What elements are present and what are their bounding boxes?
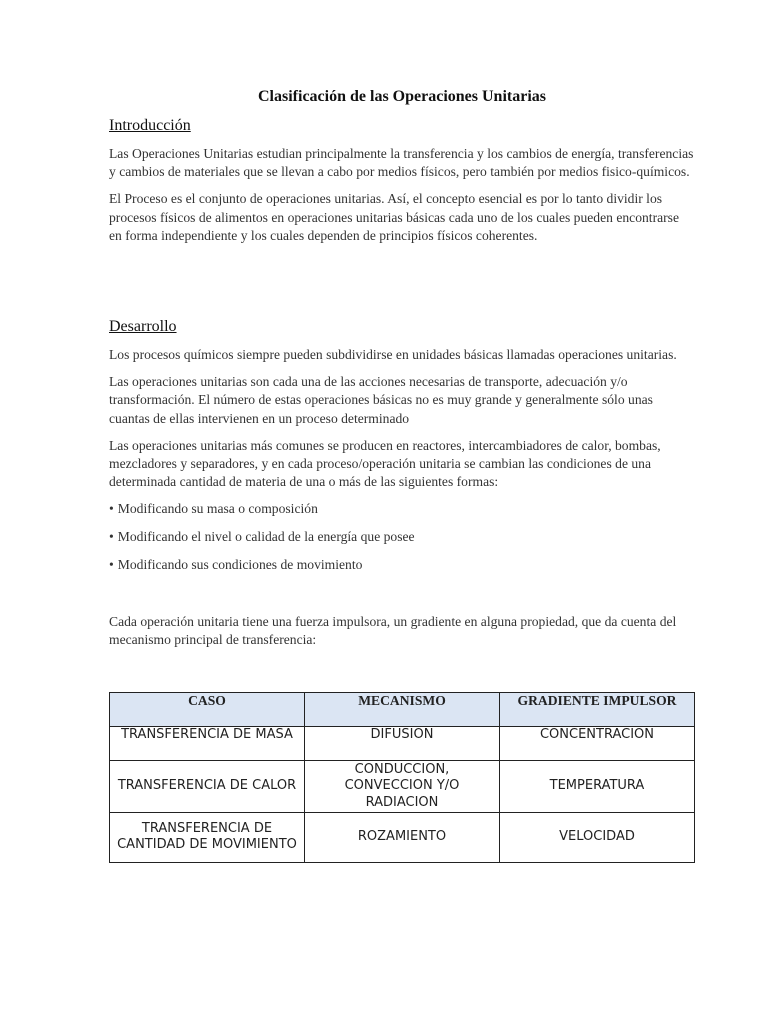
table-cell: ROZAMIENTO: [305, 812, 500, 862]
section-spacer: [109, 254, 695, 316]
table-cell: TRANSFERENCIA DE MASA: [110, 726, 305, 760]
bullet-icon: •: [109, 556, 114, 572]
list-item-text: Modificando el nivel o calidad de la energía que posee: [117, 529, 415, 545]
section-spacer: [109, 658, 695, 692]
intro-paragraph: El Proceso es el conjunto de operaciones unitarias. Así, el concepto esencial es por lo tanto dividir los procesos físicos de alimentos en operaciones unitarias básicas cada uno de los cuales pueden encontrarse en forma independiente y los cuales dependen de principios físicos coherentes.: [109, 191, 679, 243]
column-header-mecanismo: MECANISMO: [305, 692, 500, 726]
desarrollo-paragraph: Las operaciones unitarias más comunes se producen en reactores, intercambiadores de calor, bombas, mezcladores y separadores, y en cada proceso/operación unitaria se cambian las condiciones de una determinada cantidad de materia de una o más de las siguientes formas:: [109, 437, 661, 490]
table-row: [110, 812, 695, 862]
desarrollo-paragraph: Las operaciones unitarias son cada una de las acciones necesarias de transporte, adecuación y/o transformación. El número de estas operaciones básicas no es muy grande y generalmente sólo unas cuantas de ellas intervienen en un proceso determinado: [109, 374, 653, 426]
bullet-icon: •: [109, 529, 114, 545]
table-cell: DIFUSION: [305, 726, 500, 760]
desarrollo-heading: Desarrollo: [109, 318, 177, 336]
section-spacer: [109, 584, 695, 613]
table-cell: TRANSFERENCIA DE CANTIDAD DE MOVIMIENTO: [110, 812, 305, 862]
document-page: [109, 86, 695, 863]
list-item: [109, 528, 695, 546]
list-item: [109, 500, 695, 518]
mechanism-table: [109, 692, 695, 863]
table-cell: VELOCIDAD: [500, 812, 695, 862]
intro-paragraph: Las Operaciones Unitarias estudian principalmente la transferencia y los cambios de energía, transferencias y cambios de materiales que se llevan a cabo por medios físicos, pero también por medios fisico-químicos.: [109, 146, 694, 180]
list-item-text: Modificando su masa o composición: [117, 501, 318, 517]
table-cell: TEMPERATURA: [500, 760, 695, 812]
desarrollo-paragraph: Los procesos químicos siempre pueden subdividirse en unidades básicas llamadas operaciones unitarias.: [109, 347, 677, 363]
table-row: [110, 760, 695, 812]
table-header-row: [110, 692, 695, 726]
table-cell: CONCENTRACION: [500, 726, 695, 760]
column-header-caso: CASO: [110, 692, 305, 726]
table-row: [110, 726, 695, 760]
table-cell: CONDUCCION, CONVECCION Y/O RADIACION: [305, 760, 500, 812]
table-cell: TRANSFERENCIA DE CALOR: [110, 760, 305, 812]
closing-paragraph: Cada operación unitaria tiene una fuerza impulsora, un gradiente en alguna propiedad, que da cuenta del mecanismo principal de transferencia:: [109, 613, 677, 647]
intro-heading: Introducción: [109, 117, 191, 134]
bullet-icon: •: [109, 501, 114, 517]
list-item: [109, 556, 695, 574]
list-item-text: Modificando sus condiciones de movimiento: [117, 556, 363, 572]
document-title: Clasificación de las Operaciones Unitarias: [258, 88, 546, 105]
column-header-gradiente: GRADIENTE IMPULSOR: [500, 692, 695, 726]
